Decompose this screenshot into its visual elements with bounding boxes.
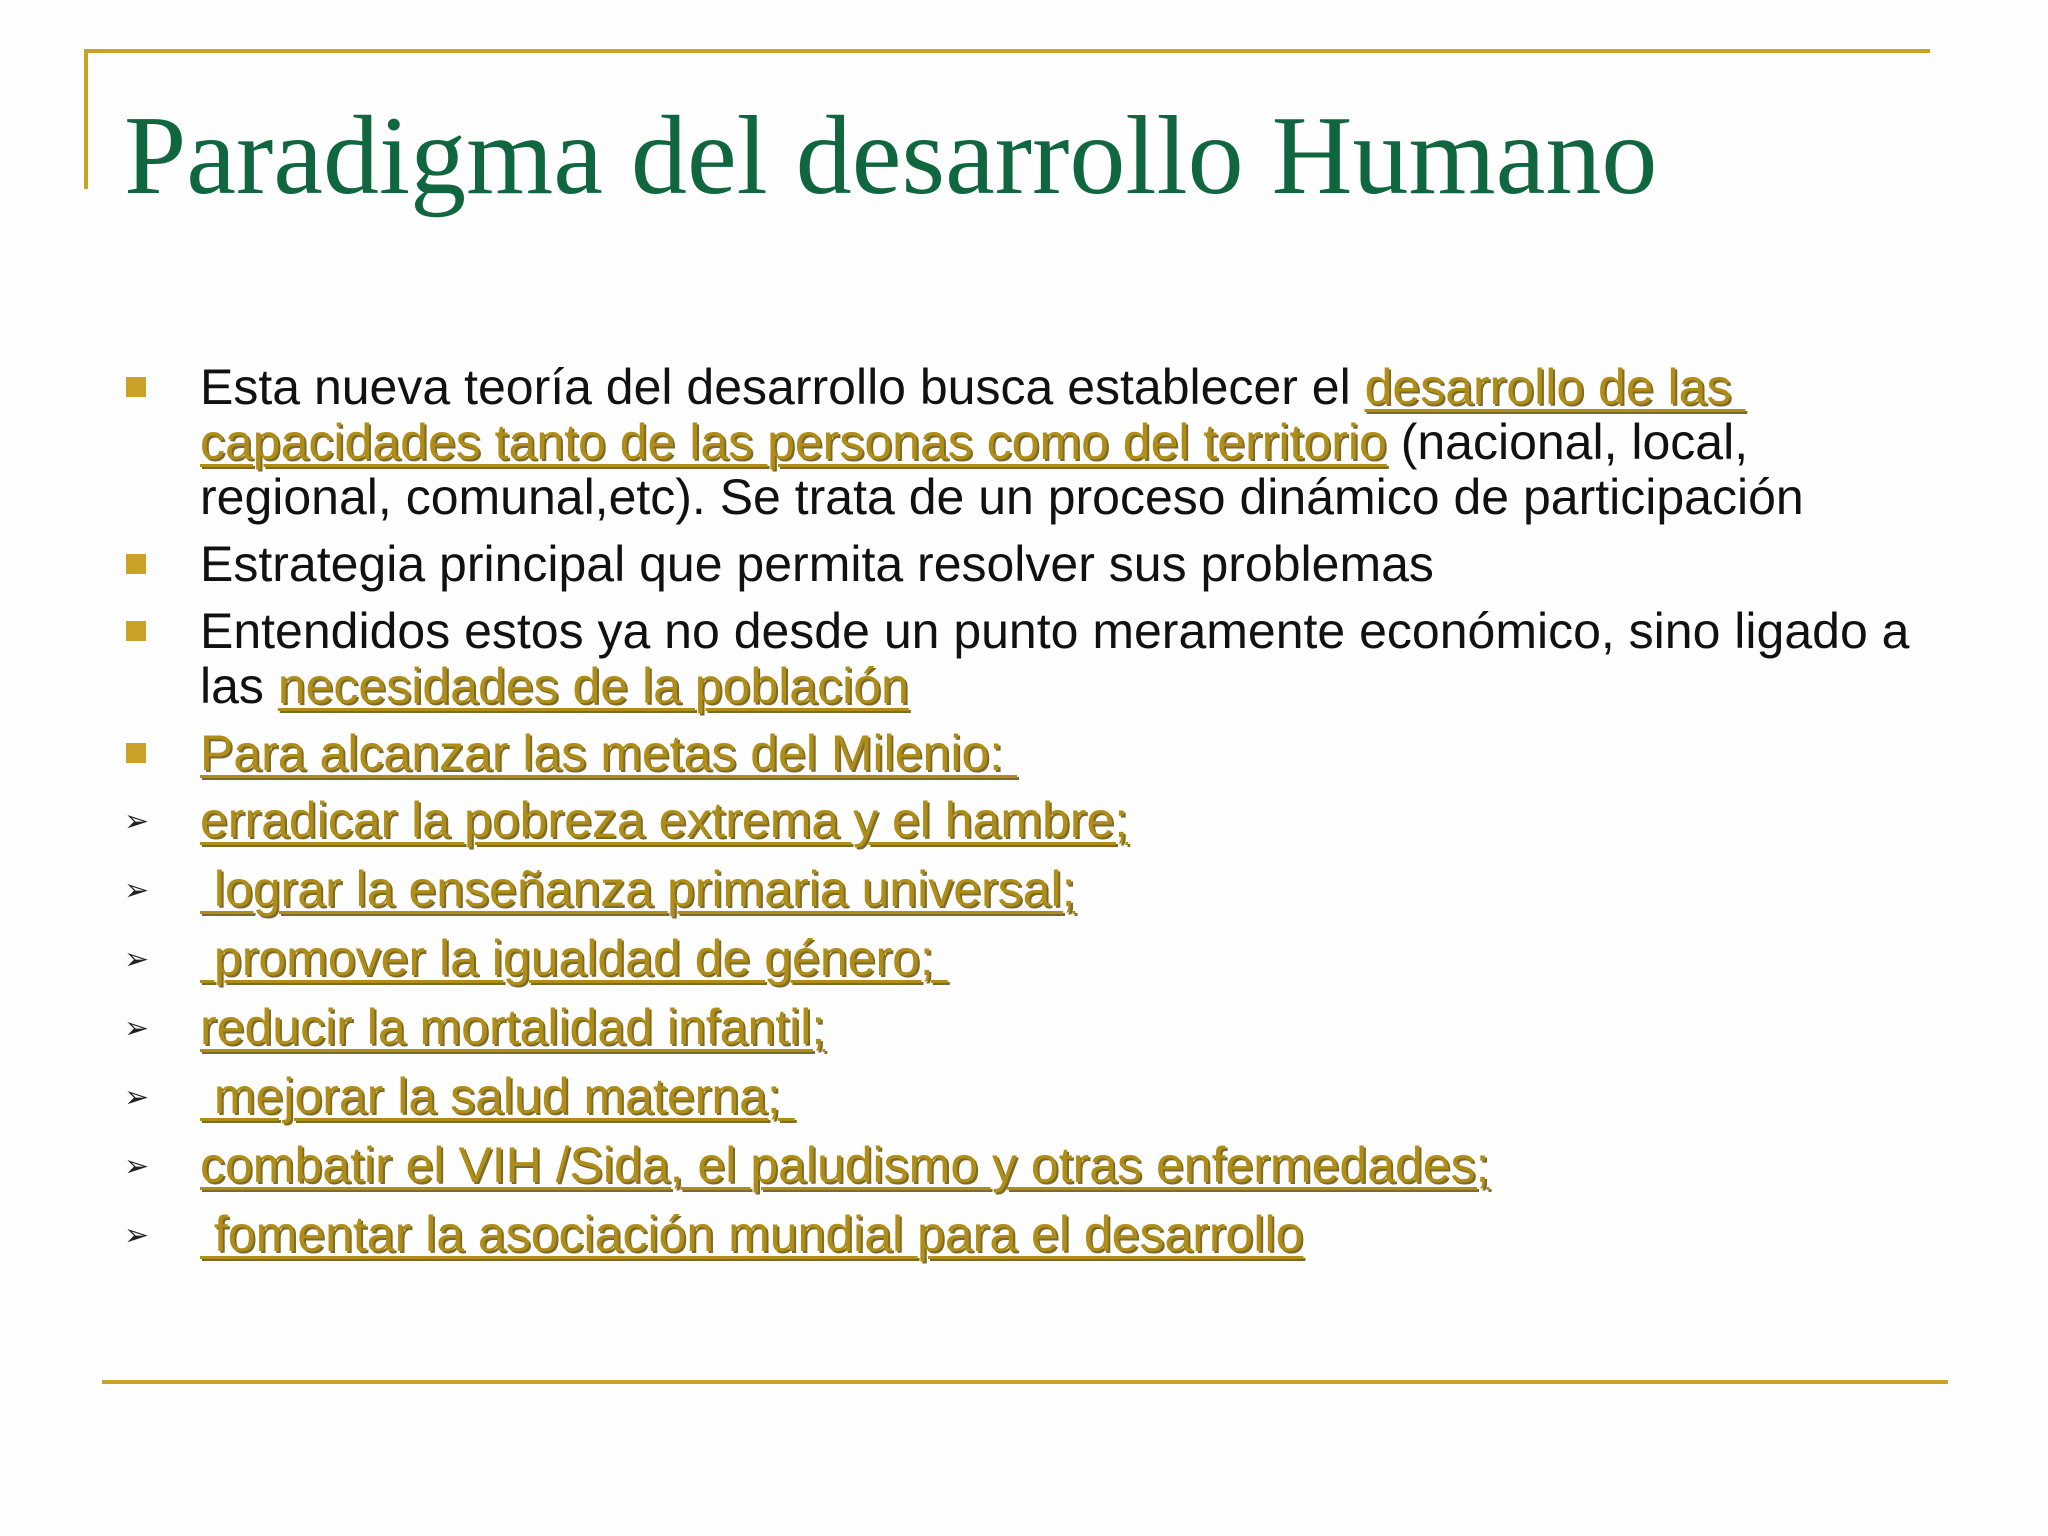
goal-item-poverty xyxy=(122,793,1922,848)
population-needs-link[interactable]: necesidades de la población xyxy=(277,658,909,714)
arrow-bullet-icon: ➢ xyxy=(124,1081,150,1114)
goal-item-gender xyxy=(122,931,1922,986)
goal-link-child-mortality[interactable]: reducir la mortalidad infantil; xyxy=(200,999,826,1055)
bullet-text: (nacional, local, regional, comunal,etc). Se trata de un proceso dinámico de participación xyxy=(200,414,1804,525)
square-bullet-icon xyxy=(126,377,146,397)
bullet-item-theory xyxy=(122,360,1922,525)
arrow-bullet-icon: ➢ xyxy=(124,1012,150,1045)
frame-left-line xyxy=(84,49,88,189)
goal-link-diseases[interactable]: combatir el VIH /Sida, el paludismo y otras enfermedades; xyxy=(200,1137,1490,1193)
bullet-text: Entendidos estos ya no desde un punto meramente económico, sino ligado a las xyxy=(200,603,1924,714)
arrow-bullet-icon: ➢ xyxy=(124,943,150,976)
square-bullet-icon xyxy=(126,621,146,641)
capacities-link[interactable]: desarrollo de las capacidades tanto de las personas como del territorio xyxy=(200,359,1746,470)
arrow-bullet-icon: ➢ xyxy=(124,1219,150,1252)
goal-link-partnership[interactable]: fomentar la asociación mundial para el desarrollo xyxy=(200,1206,1304,1262)
goal-item-child-mortality xyxy=(122,1000,1922,1055)
bullet-text: Esta nueva teoría del desarrollo busca establecer el xyxy=(200,359,1365,415)
arrow-bullet-icon: ➢ xyxy=(124,805,150,838)
arrow-bullet-icon: ➢ xyxy=(124,1150,150,1183)
bullet-list xyxy=(122,360,1922,1276)
goal-link-education[interactable]: lograr la enseñanza primaria universal; xyxy=(200,861,1076,917)
bullet-item-strategy xyxy=(122,537,1922,592)
frame-top-line xyxy=(84,49,1930,53)
bullet-text: Estrategia principal que permita resolver sus problemas xyxy=(200,536,1434,592)
goal-link-maternal-health[interactable]: mejorar la salud materna; xyxy=(200,1068,795,1124)
goal-item-education xyxy=(122,862,1922,917)
goal-item-partnership xyxy=(122,1207,1922,1262)
square-bullet-icon xyxy=(126,743,146,763)
bullet-item-millennium xyxy=(122,726,1922,781)
millennium-goals-link[interactable]: Para alcanzar las metas del Milenio: xyxy=(200,725,1018,781)
goal-item-diseases xyxy=(122,1138,1922,1193)
square-bullet-icon xyxy=(126,554,146,574)
goal-item-maternal-health xyxy=(122,1069,1922,1124)
arrow-bullet-icon: ➢ xyxy=(124,874,150,907)
frame-bottom-line xyxy=(102,1380,1948,1384)
slide-title: Paradigma del desarrollo Humano xyxy=(124,94,1658,218)
goal-link-gender[interactable]: promover la igualdad de género; xyxy=(200,930,948,986)
bullet-item-needs xyxy=(122,604,1922,714)
goal-link-poverty[interactable]: erradicar la pobreza extrema y el hambre; xyxy=(200,792,1129,848)
